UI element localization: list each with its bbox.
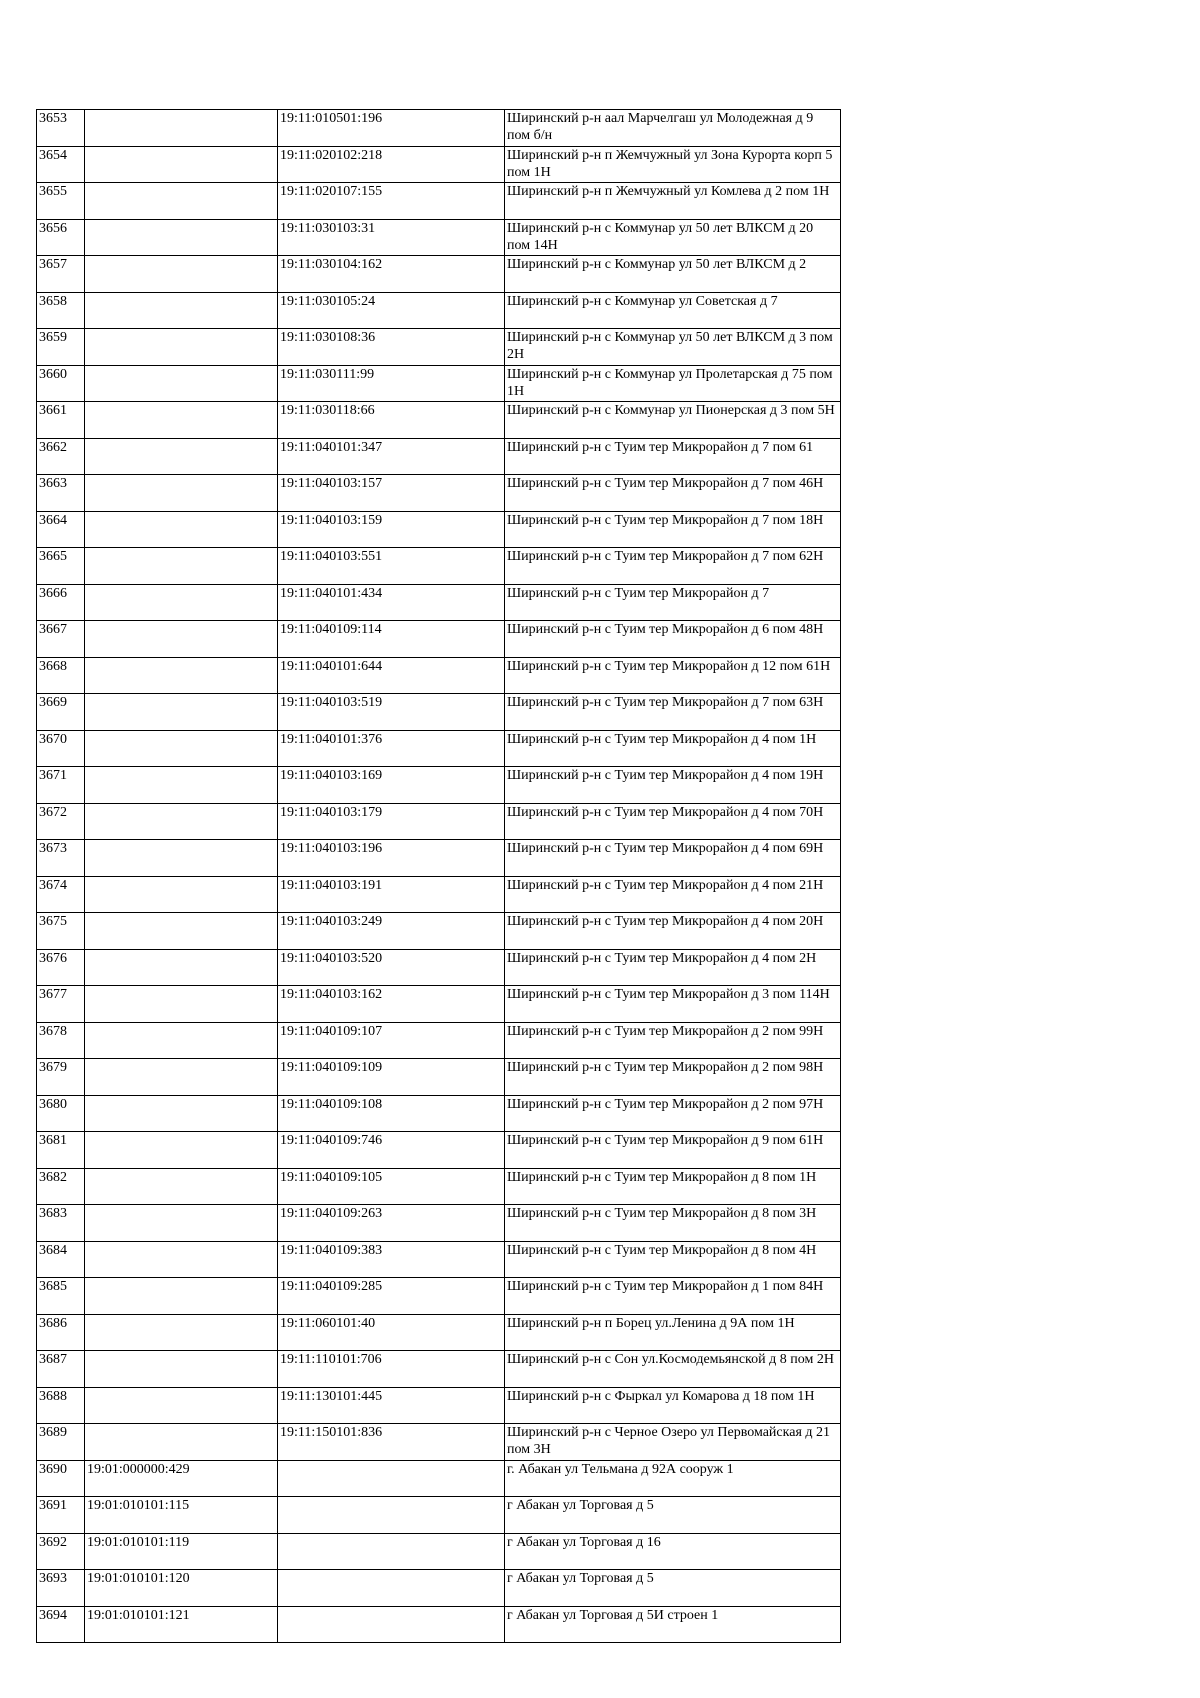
- table-row: [37, 949, 841, 986]
- row-number-cell: 3678: [37, 1022, 85, 1059]
- table-row: [37, 840, 841, 877]
- cadastral-number-alt-cell: 19:11:040103:249: [278, 913, 505, 950]
- cadastral-number-alt-cell: 19:11:010501:196: [278, 110, 505, 147]
- address-cell: Ширинский р-н с Туим тер Микрорайон д 7 пом 46Н: [505, 475, 841, 512]
- cadastral-number-alt-cell: 19:11:040103:191: [278, 876, 505, 913]
- row-number-cell: 3686: [37, 1314, 85, 1351]
- address-cell: Ширинский р-н с Туим тер Микрорайон д 8 пом 3Н: [505, 1205, 841, 1242]
- table-row: [37, 1351, 841, 1388]
- row-number-cell: 3659: [37, 329, 85, 366]
- cadastral-number-alt-cell: 19:11:030104:162: [278, 256, 505, 293]
- row-number-cell: 3680: [37, 1095, 85, 1132]
- row-number-cell: 3654: [37, 146, 85, 183]
- cadastral-number-cell: [85, 1205, 278, 1242]
- address-cell: Ширинский р-н с Туим тер Микрорайон д 4 пом 1Н: [505, 730, 841, 767]
- cadastral-number-cell: [85, 110, 278, 147]
- cadastral-number-alt-cell: 19:11:040101:434: [278, 584, 505, 621]
- table-row: [37, 1059, 841, 1096]
- cadastral-number-cell: [85, 803, 278, 840]
- cadastral-number-cell: [85, 256, 278, 293]
- address-cell: Ширинский р-н с Туим тер Микрорайон д 4 пом 2Н: [505, 949, 841, 986]
- row-number-cell: 3661: [37, 402, 85, 439]
- cadastral-number-alt-cell: 19:11:030111:99: [278, 365, 505, 402]
- table-row: [37, 511, 841, 548]
- cadastral-number-cell: [85, 402, 278, 439]
- cadastral-number-alt-cell: 19:11:040103:159: [278, 511, 505, 548]
- cadastral-number-alt-cell: 19:11:020107:155: [278, 183, 505, 220]
- address-cell: Ширинский р-н с Туим тер Микрорайон д 8 пом 4Н: [505, 1241, 841, 1278]
- cadastral-number-alt-cell: 19:11:130101:445: [278, 1387, 505, 1424]
- cadastral-number-cell: [85, 511, 278, 548]
- address-cell: г Абакан ул Торговая д 5: [505, 1570, 841, 1607]
- table-row: [37, 1533, 841, 1570]
- cadastral-number-alt-cell: 19:11:040103:551: [278, 548, 505, 585]
- address-cell: Ширинский р-н с Черное Озеро ул Первомайская д 21 пом 3Н: [505, 1424, 841, 1461]
- cadastral-number-cell: [85, 876, 278, 913]
- property-registry-table: [36, 109, 841, 1643]
- table-row: [37, 365, 841, 402]
- cadastral-number-alt-cell: 19:11:020102:218: [278, 146, 505, 183]
- table-row: [37, 219, 841, 256]
- row-number-cell: 3657: [37, 256, 85, 293]
- cadastral-number-alt-cell: 19:11:030118:66: [278, 402, 505, 439]
- table-row: [37, 621, 841, 658]
- table-row: [37, 1241, 841, 1278]
- cadastral-number-cell: [85, 548, 278, 585]
- cadastral-number-cell: [85, 657, 278, 694]
- cadastral-number-cell: [85, 1424, 278, 1461]
- cadastral-number-alt-cell: 19:11:040103:520: [278, 949, 505, 986]
- cadastral-number-alt-cell: 19:11:040101:376: [278, 730, 505, 767]
- address-cell: Ширинский р-н с Туим тер Микрорайон д 12 пом 61Н: [505, 657, 841, 694]
- table-row: [37, 1278, 841, 1315]
- row-number-cell: 3662: [37, 438, 85, 475]
- row-number-cell: 3660: [37, 365, 85, 402]
- row-number-cell: 3663: [37, 475, 85, 512]
- table-row: [37, 1095, 841, 1132]
- table-row: [37, 1570, 841, 1607]
- table-row: [37, 876, 841, 913]
- row-number-cell: 3669: [37, 694, 85, 731]
- address-cell: Ширинский р-н аал Марчелгаш ул Молодежная д 9 пом б/н: [505, 110, 841, 147]
- cadastral-number-alt-cell: 19:11:040109:109: [278, 1059, 505, 1096]
- row-number-cell: 3691: [37, 1497, 85, 1534]
- row-number-cell: 3692: [37, 1533, 85, 1570]
- cadastral-number-cell: [85, 730, 278, 767]
- address-cell: Ширинский р-н с Туим тер Микрорайон д 7 пом 63Н: [505, 694, 841, 731]
- cadastral-number-alt-cell: [278, 1497, 505, 1534]
- table-row: [37, 329, 841, 366]
- address-cell: Ширинский р-н с Туим тер Микрорайон д 4 пом 69Н: [505, 840, 841, 877]
- cadastral-number-cell: [85, 1314, 278, 1351]
- address-cell: Ширинский р-н с Туим тер Микрорайон д 4 пом 20Н: [505, 913, 841, 950]
- address-cell: Ширинский р-н с Туим тер Микрорайон д 2 пом 99Н: [505, 1022, 841, 1059]
- row-number-cell: 3665: [37, 548, 85, 585]
- row-number-cell: 3668: [37, 657, 85, 694]
- row-number-cell: 3666: [37, 584, 85, 621]
- table-row: [37, 986, 841, 1023]
- address-cell: г. Абакан ул Тельмана д 92А сооруж 1: [505, 1460, 841, 1497]
- table-row: [37, 694, 841, 731]
- row-number-cell: 3689: [37, 1424, 85, 1461]
- registry-table-body: [37, 110, 841, 1643]
- table-row: [37, 256, 841, 293]
- table-row: [37, 438, 841, 475]
- row-number-cell: 3681: [37, 1132, 85, 1169]
- cadastral-number-cell: [85, 1241, 278, 1278]
- row-number-cell: 3675: [37, 913, 85, 950]
- address-cell: Ширинский р-н п Борец ул.Ленина д 9А пом 1Н: [505, 1314, 841, 1351]
- address-cell: г Абакан ул Торговая д 16: [505, 1533, 841, 1570]
- address-cell: Ширинский р-н п Жемчужный ул Комлева д 2 пом 1Н: [505, 183, 841, 220]
- cadastral-number-alt-cell: 19:11:040109:746: [278, 1132, 505, 1169]
- table-row: [37, 657, 841, 694]
- cadastral-number-alt-cell: 19:11:040109:108: [278, 1095, 505, 1132]
- cadastral-number-cell: [85, 438, 278, 475]
- cadastral-number-alt-cell: 19:11:040109:383: [278, 1241, 505, 1278]
- address-cell: Ширинский р-н с Коммунар ул Пионерская д 3 пом 5Н: [505, 402, 841, 439]
- address-cell: Ширинский р-н с Коммунар ул Советская д 7: [505, 292, 841, 329]
- address-cell: Ширинский р-н п Жемчужный ул Зона Курорта корп 5 пом 1Н: [505, 146, 841, 183]
- address-cell: Ширинский р-н с Туим тер Микрорайон д 4 пом 70Н: [505, 803, 841, 840]
- cadastral-number-alt-cell: 19:11:040109:263: [278, 1205, 505, 1242]
- address-cell: Ширинский р-н с Туим тер Микрорайон д 2 пом 98Н: [505, 1059, 841, 1096]
- table-row: [37, 1132, 841, 1169]
- row-number-cell: 3687: [37, 1351, 85, 1388]
- table-row: [37, 913, 841, 950]
- row-number-cell: 3674: [37, 876, 85, 913]
- row-number-cell: 3655: [37, 183, 85, 220]
- row-number-cell: 3671: [37, 767, 85, 804]
- row-number-cell: 3677: [37, 986, 85, 1023]
- table-row: [37, 146, 841, 183]
- cadastral-number-alt-cell: 19:11:030103:31: [278, 219, 505, 256]
- cadastral-number-cell: [85, 365, 278, 402]
- cadastral-number-alt-cell: 19:11:040103:519: [278, 694, 505, 731]
- cadastral-number-alt-cell: 19:11:040103:179: [278, 803, 505, 840]
- cadastral-number-alt-cell: 19:11:040109:114: [278, 621, 505, 658]
- address-cell: Ширинский р-н с Туим тер Микрорайон д 2 пом 97Н: [505, 1095, 841, 1132]
- cadastral-number-alt-cell: 19:11:040103:196: [278, 840, 505, 877]
- cadastral-number-alt-cell: 19:11:150101:836: [278, 1424, 505, 1461]
- table-row: [37, 1168, 841, 1205]
- cadastral-number-cell: 19:01:010101:120: [85, 1570, 278, 1607]
- cadastral-number-alt-cell: 19:11:030108:36: [278, 329, 505, 366]
- row-number-cell: 3694: [37, 1606, 85, 1643]
- row-number-cell: 3679: [37, 1059, 85, 1096]
- table-row: [37, 584, 841, 621]
- address-cell: Ширинский р-н с Туим тер Микрорайон д 6 пом 48Н: [505, 621, 841, 658]
- cadastral-number-cell: [85, 1351, 278, 1388]
- cadastral-number-cell: [85, 986, 278, 1023]
- cadastral-number-cell: 19:01:000000:429: [85, 1460, 278, 1497]
- table-row: [37, 1387, 841, 1424]
- table-row: [37, 1606, 841, 1643]
- cadastral-number-alt-cell: [278, 1460, 505, 1497]
- cadastral-number-alt-cell: 19:11:040109:105: [278, 1168, 505, 1205]
- cadastral-number-cell: [85, 1168, 278, 1205]
- address-cell: Ширинский р-н с Туим тер Микрорайон д 4 пом 19Н: [505, 767, 841, 804]
- cadastral-number-cell: 19:01:010101:115: [85, 1497, 278, 1534]
- table-row: [37, 292, 841, 329]
- address-cell: Ширинский р-н с Фыркал ул Комарова д 18 пом 1Н: [505, 1387, 841, 1424]
- row-number-cell: 3684: [37, 1241, 85, 1278]
- cadastral-number-cell: [85, 1095, 278, 1132]
- cadastral-number-alt-cell: [278, 1570, 505, 1607]
- table-row: [37, 1497, 841, 1534]
- cadastral-number-alt-cell: 19:11:040109:285: [278, 1278, 505, 1315]
- table-row: [37, 475, 841, 512]
- cadastral-number-cell: [85, 767, 278, 804]
- row-number-cell: 3685: [37, 1278, 85, 1315]
- address-cell: Ширинский р-н с Коммунар ул 50 лет ВЛКСМ д 20 пом 14Н: [505, 219, 841, 256]
- cadastral-number-alt-cell: 19:11:040101:347: [278, 438, 505, 475]
- address-cell: г Абакан ул Торговая д 5И строен 1: [505, 1606, 841, 1643]
- table-row: [37, 548, 841, 585]
- row-number-cell: 3672: [37, 803, 85, 840]
- cadastral-number-alt-cell: 19:11:040103:162: [278, 986, 505, 1023]
- address-cell: Ширинский р-н с Коммунар ул 50 лет ВЛКСМ д 2: [505, 256, 841, 293]
- cadastral-number-cell: 19:01:010101:119: [85, 1533, 278, 1570]
- row-number-cell: 3682: [37, 1168, 85, 1205]
- table-row: [37, 767, 841, 804]
- address-cell: Ширинский р-н с Туим тер Микрорайон д 3 пом 114Н: [505, 986, 841, 1023]
- row-number-cell: 3658: [37, 292, 85, 329]
- cadastral-number-cell: [85, 183, 278, 220]
- cadastral-number-cell: [85, 1278, 278, 1315]
- address-cell: Ширинский р-н с Сон ул.Космодемьянской д 8 пом 2Н: [505, 1351, 841, 1388]
- cadastral-number-cell: [85, 1387, 278, 1424]
- cadastral-number-cell: [85, 913, 278, 950]
- cadastral-number-alt-cell: 19:11:040103:169: [278, 767, 505, 804]
- cadastral-number-cell: [85, 694, 278, 731]
- row-number-cell: 3693: [37, 1570, 85, 1607]
- table-row: [37, 1460, 841, 1497]
- table-row: [37, 183, 841, 220]
- address-cell: Ширинский р-н с Туим тер Микрорайон д 9 пом 61Н: [505, 1132, 841, 1169]
- table-row: [37, 1022, 841, 1059]
- row-number-cell: 3664: [37, 511, 85, 548]
- table-row: [37, 110, 841, 147]
- address-cell: Ширинский р-н с Туим тер Микрорайон д 7: [505, 584, 841, 621]
- address-cell: Ширинский р-н с Коммунар ул Пролетарская д 75 пом 1Н: [505, 365, 841, 402]
- cadastral-number-alt-cell: 19:11:040109:107: [278, 1022, 505, 1059]
- cadastral-number-cell: [85, 146, 278, 183]
- cadastral-number-alt-cell: [278, 1533, 505, 1570]
- row-number-cell: 3676: [37, 949, 85, 986]
- cadastral-number-alt-cell: 19:11:040103:157: [278, 475, 505, 512]
- address-cell: г Абакан ул Торговая д 5: [505, 1497, 841, 1534]
- address-cell: Ширинский р-н с Коммунар ул 50 лет ВЛКСМ д 3 пом 2Н: [505, 329, 841, 366]
- cadastral-number-alt-cell: [278, 1606, 505, 1643]
- cadastral-number-alt-cell: 19:11:060101:40: [278, 1314, 505, 1351]
- row-number-cell: 3690: [37, 1460, 85, 1497]
- cadastral-number-cell: [85, 949, 278, 986]
- address-cell: Ширинский р-н с Туим тер Микрорайон д 4 пом 21Н: [505, 876, 841, 913]
- cadastral-number-cell: [85, 584, 278, 621]
- row-number-cell: 3688: [37, 1387, 85, 1424]
- cadastral-number-cell: [85, 475, 278, 512]
- table-row: [37, 1424, 841, 1461]
- cadastral-number-alt-cell: 19:11:110101:706: [278, 1351, 505, 1388]
- cadastral-number-alt-cell: 19:11:030105:24: [278, 292, 505, 329]
- cadastral-number-cell: [85, 1059, 278, 1096]
- row-number-cell: 3653: [37, 110, 85, 147]
- address-cell: Ширинский р-н с Туим тер Микрорайон д 7 пом 18Н: [505, 511, 841, 548]
- row-number-cell: 3656: [37, 219, 85, 256]
- address-cell: Ширинский р-н с Туим тер Микрорайон д 8 пом 1Н: [505, 1168, 841, 1205]
- row-number-cell: 3667: [37, 621, 85, 658]
- address-cell: Ширинский р-н с Туим тер Микрорайон д 1 пом 84Н: [505, 1278, 841, 1315]
- table-row: [37, 1205, 841, 1242]
- table-row: [37, 803, 841, 840]
- cadastral-number-alt-cell: 19:11:040101:644: [278, 657, 505, 694]
- cadastral-number-cell: [85, 621, 278, 658]
- cadastral-number-cell: [85, 1022, 278, 1059]
- row-number-cell: 3673: [37, 840, 85, 877]
- cadastral-number-cell: [85, 292, 278, 329]
- cadastral-number-cell: [85, 329, 278, 366]
- cadastral-number-cell: [85, 840, 278, 877]
- table-row: [37, 730, 841, 767]
- table-row: [37, 1314, 841, 1351]
- cadastral-number-cell: [85, 1132, 278, 1169]
- cadastral-number-cell: 19:01:010101:121: [85, 1606, 278, 1643]
- row-number-cell: 3670: [37, 730, 85, 767]
- address-cell: Ширинский р-н с Туим тер Микрорайон д 7 пом 61: [505, 438, 841, 475]
- row-number-cell: 3683: [37, 1205, 85, 1242]
- address-cell: Ширинский р-н с Туим тер Микрорайон д 7 пом 62Н: [505, 548, 841, 585]
- table-row: [37, 402, 841, 439]
- cadastral-number-cell: [85, 219, 278, 256]
